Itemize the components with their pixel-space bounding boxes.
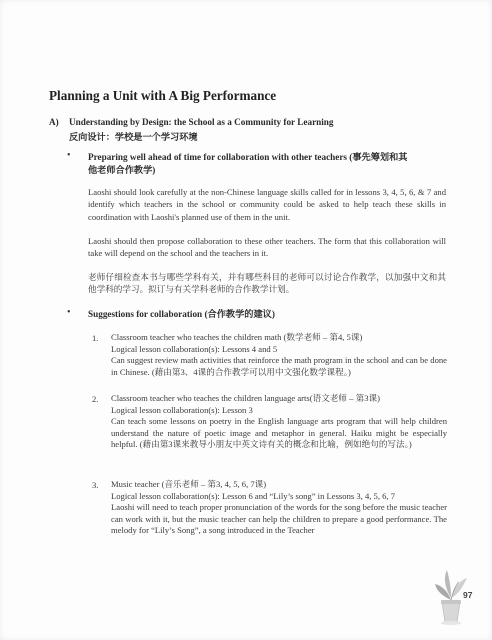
page-number: 97 xyxy=(463,590,473,600)
page-title: Planning a Unit with A Big Performance xyxy=(49,88,277,103)
section-letter: A) xyxy=(49,117,59,127)
bullet1-paragraph-2: Laoshi should then propose collaboration to these other teachers. The form that this collaboration will take will depend on the school and the teachers in it. xyxy=(88,236,446,259)
list-item-title: Music teacher (音乐老师 – 第3, 4, 5, 6, 7课) xyxy=(111,479,267,489)
list-item xyxy=(111,393,447,451)
list-item-lessons: Logical lesson collaboration(s): Lesson 3 xyxy=(111,404,253,415)
list-item xyxy=(111,479,447,537)
list-item xyxy=(111,332,447,378)
section-heading-zh: 反向设计：学校是一个学习环境 xyxy=(69,132,198,142)
bullet-dot: • xyxy=(67,150,71,161)
list-item-lessons: Logical lesson collaboration(s): Lesson 6 and “Lily’s song” in Lessons 3, 4, 5, 6, 7 xyxy=(111,490,396,501)
list-item-description: Can teach some lessons on poetry in the English language arts program that will help children understand the nature of poetic image and metaphor in general. Haiku might be especially helpful. (藉由第3课来教导小朋友中英文诗有关的概念和比喻，例如绝句的写法。) xyxy=(111,416,447,450)
bullet2-heading: Suggestions for collaboration (合作教学的建议) xyxy=(88,309,275,319)
list-item-title: Classroom teacher who teaches the children language arts(语文老师 – 第3课) xyxy=(111,393,380,403)
list-item-description: Can suggest review math activities that reinforce the math program in the school and can be done in Chinese. (藉由第3、4课的合作教学可以用中文强化数学课程。) xyxy=(111,355,447,377)
bullet1-heading xyxy=(88,151,448,176)
bullet1-heading-line2: 他老师合作教学) xyxy=(88,164,156,175)
bullet-dot: • xyxy=(67,307,71,318)
bullet1-paragraph-1: Laoshi should look carefully at the non-Chinese language skills called for in lessons 3, 4, 5, 6, & 7 and identify which teachers in the school or community could be asked to help teach these skills in coordination with Laoshi's planned use of them in the unit. xyxy=(88,187,446,222)
bullet1-heading-line1: Preparing well ahead of time for collaboration with other teachers (事先筹划和其 xyxy=(88,152,408,162)
section-heading: Understanding by Design: the School as a Community for Learning xyxy=(69,117,334,127)
list-item-title: Classroom teacher who teaches the children math (数学老师 – 第4, 5课) xyxy=(111,332,363,342)
bullet1-paragraph-3: 老师仔细检查本书与哪些学科有关，并有哪些科目的老师可以讨论合作教学，以加强中文和其他学科的学习。拟订与有关学科老师的合作教学计划。 xyxy=(88,272,446,295)
list-item-number: 1. xyxy=(92,333,99,343)
list-item-lessons: Logical lesson collaboration(s): Lessons 4 and 5 xyxy=(111,343,278,354)
list-item-description: Laoshi will need to teach proper pronunciation of the words for the song before the music teacher can work with it, but the music teacher can help the children to prepare a good performance. The melody for “Lily’s Song”, a song introduced in the Teacher xyxy=(111,502,447,536)
list-item-number: 3. xyxy=(92,480,99,490)
list-item-number: 2. xyxy=(92,394,99,404)
